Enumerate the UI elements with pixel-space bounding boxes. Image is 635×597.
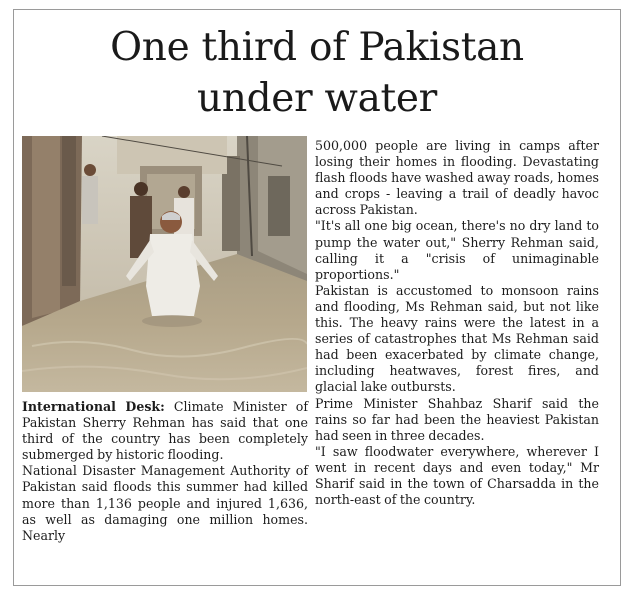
headline-line-2: under water — [196, 76, 438, 121]
body-paragraph: "It's all one big ocean, there's no dry land to pump the water out," Sherry Rehman said, calling it a "crisis of unimaginable proportions." — [315, 218, 599, 282]
headline-line-1: One third of Pakistan — [110, 25, 524, 70]
lead-paragraph — [22, 399, 308, 463]
article-column-right — [315, 138, 599, 508]
lead-text: Climate Minister of Pakistan Sherry Rehman has said that one third of the country has been completely submerged by historic flooding. — [22, 399, 308, 463]
article-column-left — [22, 399, 308, 544]
headline — [14, 22, 620, 124]
body-paragraph: National Disaster Management Authority of Pakistan said floods this summer had killed more than 1,136 people and injured 1,636, as well as damaging one million homes. Nearly — [22, 463, 308, 543]
dateline: International Desk: — [22, 399, 165, 414]
body-paragraph: Prime Minister Shahbaz Sharif said the rains so far had been the heaviest Pakistan had seen in three decades. — [315, 395, 599, 443]
body-paragraph: 500,000 people are living in camps after losing their homes in flooding. Devastating flash floods have washed away roads, homes and crops - leaving a trail of deadly havoc across Pakistan. — [315, 138, 599, 218]
flooded-street-illustration — [22, 136, 307, 392]
body-paragraph: Pakistan is accustomed to monsoon rains and flooding, Ms Rehman said, but not like this. The heavy rains were the latest in a series of catastrophes that Ms Rehman said had been exacerbated by climate change, including heatwaves, forest fires, and glacial lake outbursts. — [315, 282, 599, 395]
body-paragraph: "I saw floodwater everywhere, wherever I went in recent days and even today," Mr Sharif said in the town of Charsadda in the north-east of the country. — [315, 443, 599, 508]
flood-photo — [22, 136, 307, 392]
